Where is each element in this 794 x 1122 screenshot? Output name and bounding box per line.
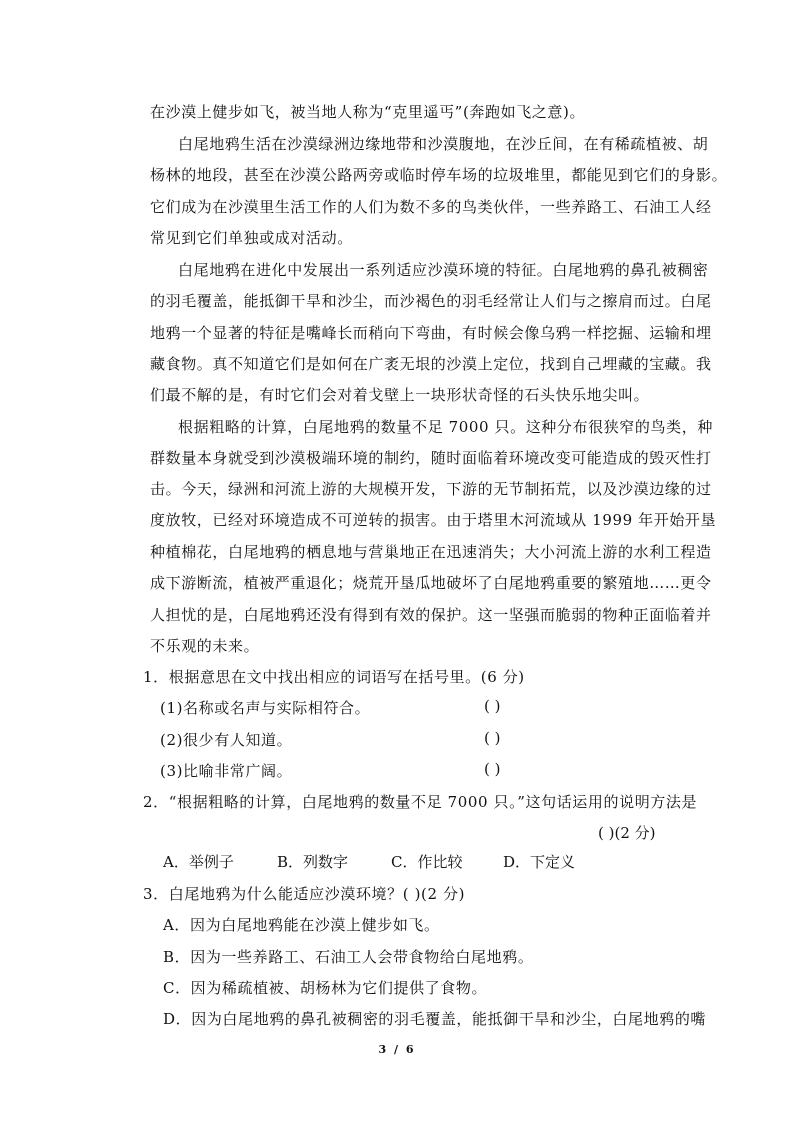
question-1-item-3: (3)比喻非常广阔。 (160, 762, 293, 780)
option-c[interactable]: C．作比较 (391, 853, 463, 871)
question-2-answer-blank[interactable]: ( )(2 分) (598, 824, 656, 842)
passage-line: 白尾地鸦在进化中发展出一系列适应沙漠环境的特征。白尾地鸦的鼻孔被稠密 (178, 261, 709, 279)
passage-line: 地鸦一个显著的特征是嘴峰长而稍向下弯曲，有时候会像乌鸦一样挖掘、运输和埋 (150, 324, 712, 342)
passage-line: 常见到它们单独或成对活动。 (150, 229, 353, 247)
option-b[interactable]: B．列数字 (277, 853, 349, 871)
question-3-stem: 3．白尾地鸦为什么能适应沙漠环境？( )(2 分) (143, 885, 466, 903)
option-a[interactable]: A．举例子 (163, 853, 234, 871)
passage-line: 成下游断流，植被严重退化；烧荒开垦瓜地破坏了白尾地鸦重要的繁殖地……更令 (150, 574, 712, 592)
question-2-stem: 2．“根据粗略的计算，白尾地鸦的数量不足 7000 只。”这句话运用的说明方法是 (143, 793, 698, 811)
question-3-option-a[interactable]: A．因为白尾地鸦能在沙漠上健步如飞。 (163, 916, 440, 934)
passage-line: 它们成为在沙漠里生活工作的人们为数不多的鸟类伙伴，一些养路工、石油工人经 (150, 198, 712, 216)
passage-line: 根据粗略的计算，白尾地鸦的数量不足 7000 只。这种分布很狭窄的鸟类，种 (178, 418, 713, 436)
page-number: 3 / 6 (378, 1043, 416, 1056)
passage-line: 藏食物。真不知道它们是如何在广袤无垠的沙漠上定位，找到自己埋藏的宝藏。我 (150, 355, 712, 373)
passage-line: 们最不解的是，有时它们会对着戈壁上一块形状奇怪的石头快乐地尖叫。 (150, 386, 650, 404)
passage-line: 的羽毛覆盖，能抵御干旱和沙尘，而沙褐色的羽毛经常让人们与之擦肩而过。白尾 (150, 292, 712, 310)
passage-line: 度放牧，已经对环境造成不可逆转的损害。由于塔里木河流域从 1999 年开始开垦 (150, 511, 717, 529)
passage-line: 在沙漠上健步如飞，被当地人称为“克里遥丐”(奔跑如飞之意)。 (150, 103, 586, 121)
question-2-options (163, 851, 575, 872)
answer-blank-2[interactable]: ( ) (484, 729, 501, 747)
question-1-item-2: (2)很少有人知道。 (160, 731, 293, 749)
passage-line: 人担忧的是，白尾地鸦还没有得到有效的保护。这一坚强而脆弱的物种正面临着并 (150, 606, 712, 624)
passage-line: 群数量本身就受到沙漠极端环境的制约，随时面临着环境改变可能造成的毁灭性打 (150, 449, 712, 467)
answer-blank-1[interactable]: ( ) (484, 697, 501, 715)
question-3-option-c[interactable]: C．因为稀疏植被、胡杨林为它们提供了食物。 (163, 979, 488, 997)
passage-line: 种植棉花，白尾地鸦的栖息地与营巢地正在迅速消失；大小河流上游的水利工程造 (150, 543, 712, 561)
passage-line: 杨林的地段，甚至在沙漠公路两旁或临时停车场的垃圾堆里，都能见到它们的身影。 (150, 166, 728, 184)
passage-line: 不乐观的未来。 (150, 637, 260, 655)
passage-line: 白尾地鸦生活在沙漠绿洲边缘地带和沙漠腹地，在沙丘间，在有稀疏植被、胡 (178, 135, 709, 153)
answer-blank-3[interactable]: ( ) (484, 760, 501, 778)
question-3-option-d[interactable]: D．因为白尾地鸦的鼻孔被稠密的羽毛覆盖，能抵御干旱和沙尘，白尾地鸦的嘴 (163, 1010, 707, 1028)
passage-line: 击。今天，绿洲和河流上游的大规模开发，下游的无节制拓荒，以及沙漠边缘的过 (150, 480, 712, 498)
question-3-option-b[interactable]: B．因为一些养路工、石油工人会带食物给白尾地鸦。 (163, 948, 534, 966)
question-1-stem: 1．根据意思在文中找出相应的词语写在括号里。(6 分) (143, 668, 525, 686)
option-d[interactable]: D．下定义 (503, 853, 576, 871)
question-1-item-1: (1)名称或名声与实际相符合。 (160, 699, 371, 717)
